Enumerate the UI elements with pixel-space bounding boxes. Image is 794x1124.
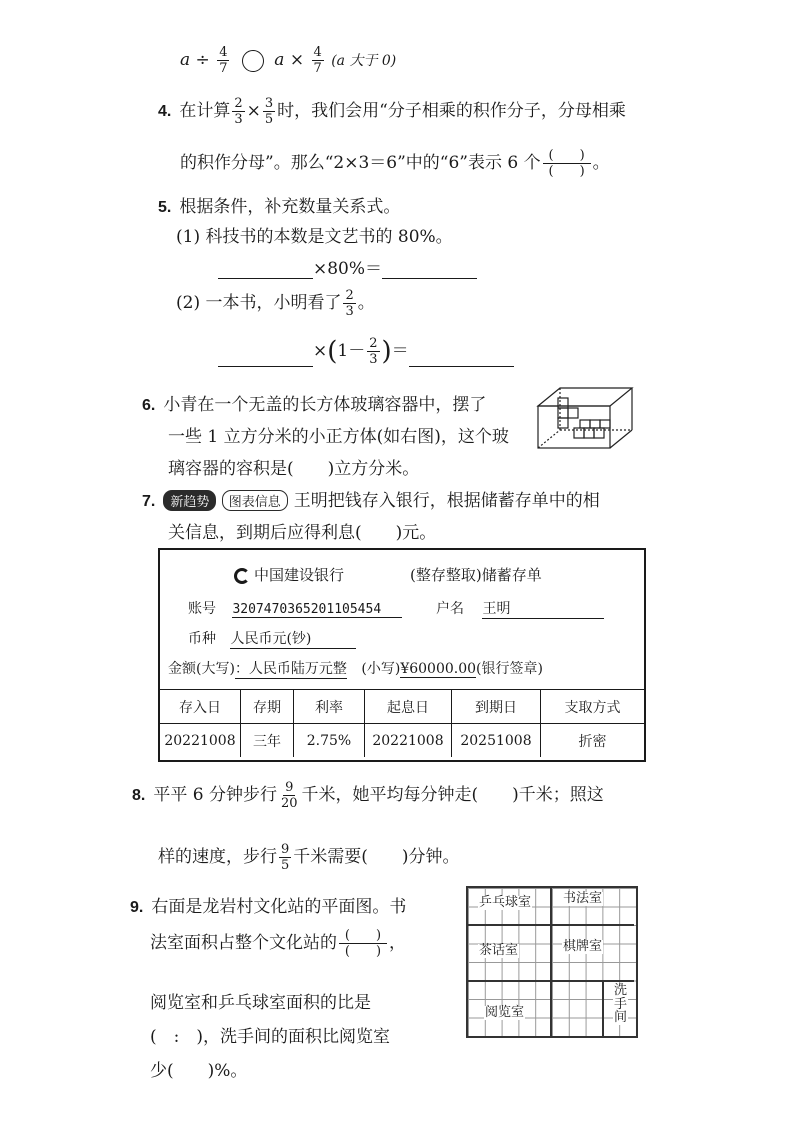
glass-container-figure (536, 384, 634, 450)
culture-station-floor-plan (466, 886, 638, 1038)
room-reading: 阅览室 (485, 1005, 525, 1020)
q8-frac1 (279, 781, 300, 810)
q7-text1: 王明把钱存入银行，根据储蓄存单中的相 (293, 491, 600, 511)
plan-wall-h2 (468, 980, 634, 982)
account-holder-name: 王明 (482, 598, 604, 619)
room-chess: 棋牌室 (563, 939, 603, 954)
q4-text3: 的积作分母”。那么“2×3＝6”中的“6”表示 6 个 (180, 153, 541, 173)
currency-row (188, 628, 356, 649)
amount-small-value: ¥60000.00 (400, 661, 477, 677)
currency-label: 币种 (188, 631, 216, 647)
q5-eq2-one-minus: 1－ (337, 341, 366, 361)
q3-times-sign: × (289, 50, 305, 70)
q9-number: 9. (130, 899, 144, 916)
q3-frac2-den: 7 (313, 61, 322, 76)
receipt-header (234, 564, 344, 585)
q4-frac2 (263, 97, 275, 126)
bank-stamp-label: (银行签章) (476, 661, 543, 677)
account-label: 账号 (188, 601, 216, 617)
q3-frac1-den: 7 (219, 61, 228, 76)
q9-blank-den[interactable]: ( ) (344, 944, 382, 959)
name-label: 户名 (436, 601, 464, 617)
header-deposit-date: 存入日 (160, 690, 241, 724)
q5-eq1-mid: ×80%＝ (313, 259, 383, 279)
cell-start-date: 20221008 (365, 724, 452, 758)
q8-frac2 (279, 843, 291, 872)
q5-sub2 (176, 288, 375, 318)
q4-frac2-num: 3 (264, 96, 274, 111)
q5-eq2-lparen: ( (327, 336, 338, 367)
q9-blank-fraction[interactable] (339, 929, 387, 958)
cell-term: 三年 (241, 724, 294, 758)
q8-number: 8. (132, 787, 146, 804)
q5-eq2-blank2[interactable] (409, 350, 514, 367)
q4-end: 。 (592, 153, 610, 173)
q8-text4: 千米需要( )分钟。 (293, 847, 460, 867)
q6-line1 (142, 390, 486, 415)
cell-withdraw-method: 折密 (541, 724, 645, 758)
q4-frac1-den: 3 (234, 112, 243, 127)
account-number: 3207470365201105454 (232, 602, 402, 618)
q5-eq2-equals: ＝ (391, 341, 409, 361)
q3-frac1-num: 4 (219, 45, 228, 60)
q5-equation1 (218, 254, 477, 279)
q5-title (158, 192, 400, 217)
q5-number: 5. (158, 199, 172, 216)
header-start-date: 起息日 (365, 690, 452, 724)
q8-frac1-den: 20 (280, 796, 298, 811)
q9-text5: 少( )%。 (150, 1061, 248, 1081)
q8-line1 (132, 780, 604, 810)
q6-number: 6. (142, 397, 156, 414)
q8-frac2-num: 9 (281, 842, 290, 857)
q4-blank-den[interactable]: ( ) (548, 164, 585, 179)
q4-frac1-num: 2 (234, 96, 243, 111)
room-calligraphy: 书法室 (563, 891, 603, 906)
room-ping-pong: 乒乓球室 (479, 895, 532, 910)
q5-sub2-end: 。 (357, 293, 375, 313)
bank-logo-icon (234, 568, 250, 584)
q4-number: 4. (158, 103, 172, 120)
receipt-type: (整存整取)储蓄存单 (410, 566, 542, 584)
plan-wall-v1 (550, 888, 552, 1036)
q7-number: 7. (142, 493, 156, 510)
q5-eq1-blank2[interactable] (382, 262, 477, 279)
room-tea: 茶话室 (479, 943, 519, 958)
cell-deposit-date: 20221008 (160, 724, 241, 758)
q5-sub2-text: (2) 一本书，小明看了 (176, 293, 342, 313)
cell-due-date: 20251008 (452, 724, 541, 758)
q6-text2: 一些 1 立方分米的小正方体(如右图)，这个玻 (168, 427, 509, 447)
receipt-table-header (160, 690, 644, 724)
q5-sub2-frac (343, 289, 355, 318)
q4-frac1 (232, 97, 244, 126)
q5-eq2-rparen: ) (381, 336, 392, 367)
q6-text1: 小青在一个无盖的长方体玻璃容器中，摆了 (163, 395, 487, 415)
q3-var-a2: a (274, 50, 285, 70)
q5-eq2-frac-den: 3 (369, 352, 378, 367)
q7-text2: 关信息，到期后应得利息( )元。 (168, 523, 437, 543)
amount-upper-label: 金额(大写) (168, 661, 235, 677)
q5-equation2 (218, 336, 514, 367)
header-rate: 利率 (294, 690, 365, 724)
receipt-table (160, 689, 644, 757)
deposit-receipt (158, 548, 646, 762)
new-trend-badge: 新趋势 (163, 490, 216, 511)
plan-wall-v2 (602, 980, 604, 1036)
q3-fraction-2 (312, 46, 324, 75)
q8-text1: 平平 6 分钟步行 (153, 785, 277, 805)
q4-text1: 在计算 (179, 101, 231, 121)
header-due-date: 到期日 (452, 690, 541, 724)
cell-rate: 2.75% (294, 724, 365, 758)
q9-text2: 法室面积占整个文化站的 (150, 933, 337, 953)
q3-divide-sign: ÷ (195, 50, 210, 70)
q8-frac1-num: 9 (285, 780, 294, 795)
q4-times: × (246, 101, 261, 121)
q8-frac2-den: 5 (281, 858, 290, 873)
q5-eq2-times: × (313, 341, 328, 361)
q3-var-a: a (180, 50, 191, 70)
q4-blank-num[interactable]: ( ) (543, 149, 591, 164)
q8-text2: 千米，她平均每分钟走( )千米；照这 (301, 785, 604, 805)
chart-info-badge: 图表信息 (222, 490, 288, 511)
q9-text4: ( : )，洗手间的面积比阅览室 (150, 1027, 390, 1047)
room-washroom: 洗手间 (614, 983, 628, 1026)
q6-text3: 璃容器的容积是( )立方分米。 (168, 459, 420, 479)
q5-sub2-frac-den: 3 (345, 304, 354, 319)
header-withdraw-method: 支取方式 (541, 690, 645, 724)
account-row (188, 598, 402, 618)
q3-fraction-1 (217, 46, 229, 75)
q5-text: 根据条件，补充数量关系式。 (179, 197, 401, 217)
q9-text3: 阅览室和乒乓球室面积的比是 (150, 993, 371, 1013)
q5-sub2-frac-num: 2 (345, 288, 354, 303)
plan-wall-h1 (468, 924, 634, 926)
q3-compare-circle[interactable] (242, 50, 264, 72)
header-term: 存期 (241, 690, 294, 724)
q4-line2 (180, 148, 610, 178)
q9-text2-end: ， (389, 933, 406, 953)
q9-text1: 右面是龙岩村文化站的平面图。书 (151, 897, 407, 917)
bank-name: 中国建设银行 (254, 566, 345, 584)
q3-frac2-num: 4 (313, 45, 322, 60)
q4-blank-fraction[interactable] (543, 149, 591, 178)
q9-blank-num[interactable]: ( ) (339, 929, 387, 944)
receipt-table-row (160, 724, 644, 758)
name-row (436, 598, 604, 619)
currency-value: 人民币元(钞) (230, 628, 356, 649)
amount-upper-value: ：人民币陆万元整 (235, 658, 347, 679)
q9-line2 (150, 928, 406, 958)
q9-line1 (130, 892, 406, 917)
q8-text3: 样的速度，步行 (158, 847, 277, 867)
q8-line2 (158, 842, 460, 872)
amount-small-label: (小写) (361, 661, 401, 677)
q5-eq2-frac (367, 337, 379, 366)
q7-line1 (142, 486, 600, 511)
q3-condition: (a 大于 0) (331, 53, 397, 69)
q5-eq2-frac-num: 2 (369, 336, 378, 351)
q5-eq2-blank1[interactable] (218, 350, 313, 367)
q3-expression (180, 46, 396, 75)
q5-sub1: (1) 科技书的本数是文艺书的 80%。 (176, 227, 453, 247)
amount-row (168, 658, 543, 679)
q4-frac2-den: 5 (264, 112, 274, 127)
q4-text2: 时，我们会用“分子相乘的积作分子，分母相乘 (277, 101, 626, 121)
q5-eq1-blank1[interactable] (218, 262, 313, 279)
q4-line1 (158, 96, 626, 126)
